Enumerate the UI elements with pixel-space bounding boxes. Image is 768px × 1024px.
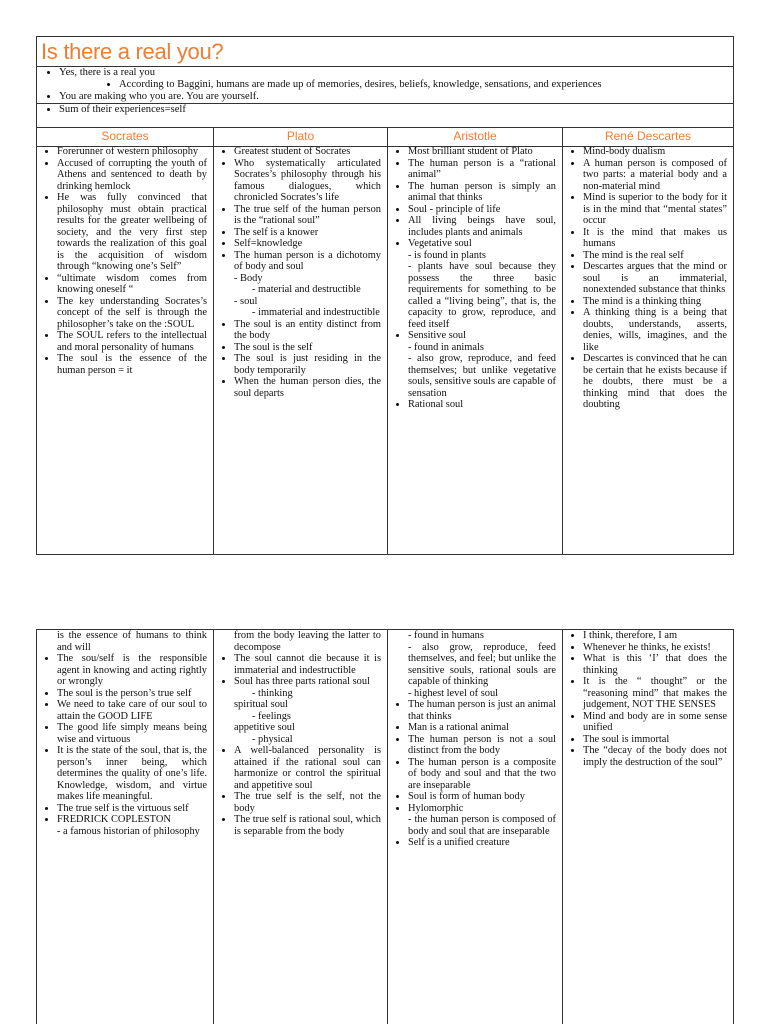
table-body <box>37 146 733 554</box>
list-item: • Soul - principle of life <box>408 204 556 216</box>
intro-section <box>37 66 733 103</box>
page-title: Is there a real you? <box>41 39 224 64</box>
list-item: • Mind-body dualism <box>583 146 727 158</box>
list-subitem: - found in animals <box>408 341 484 353</box>
list-item: • The soul is the essence of the human person = it <box>57 353 207 376</box>
column-aristotle <box>387 630 562 1024</box>
column-plato <box>213 630 387 1024</box>
list-item: • It is the “ thought” or the “reasoning mind” that makes the judgement, NOT THE SENSES <box>583 676 727 711</box>
list-item: • Self is a unified creature <box>408 837 556 849</box>
header-aristotle: Aristotle <box>387 128 562 146</box>
list-item: • Greatest student of Socrates <box>234 146 381 158</box>
intro-subitem: • According to Baggini, humans are made up of memories, desires, beliefs, knowledge, sensations, and experiences <box>119 79 733 91</box>
list-subitem: - feelings <box>252 710 291 722</box>
table-header <box>37 127 733 147</box>
list-item: • We need to take care of our soul to attain the GOOD LIFE <box>57 699 207 722</box>
list-item: • The true self is the self, not the body <box>234 791 381 814</box>
list-item: • The soul is an entity distinct from the body <box>234 319 381 342</box>
list-item: • The “decay of the body does not imply the destruction of the soul” <box>583 745 727 768</box>
list-item: • Who systematically articulated Socrates’s philosophy through his famous dialogues, which chronicled Socrates’s life <box>234 158 381 204</box>
list-subitem: - Body <box>234 272 263 284</box>
list-item: • The human person is a “rational animal” <box>408 158 556 181</box>
header-descartes: René Descartes <box>562 128 733 146</box>
list-item: • Sensitive soul <box>408 330 556 342</box>
list-item: • Man is a rational animal <box>408 722 556 734</box>
list-item: • Forerunner of western philosophy <box>57 146 207 158</box>
list-subitem: - soul <box>234 295 258 307</box>
list-item: • It is the mind that makes us humans <box>583 227 727 250</box>
list-item: • The sou/self is the responsible agent in knowing and acting rightly or wrongly <box>57 653 207 688</box>
list-item: • A well-balanced personality is attained if the rational soul can harmonize or control the spiritual and appetitive soul <box>234 745 381 791</box>
list-item: • Soul is form of human body <box>408 791 556 803</box>
list-item: • The SOUL refers to the intellectual and moral personality of humans <box>57 330 207 353</box>
list-subitem: - physical <box>252 733 293 745</box>
list-item: • Rational soul <box>408 399 556 411</box>
list-item: • The soul is the self <box>234 342 381 354</box>
list-item: • A thinking thing is a being that doubts, understands, asserts, denies, wills, imagines, and the like <box>583 307 727 353</box>
document-page-2 <box>36 629 734 1024</box>
list-item: • The self is a knower <box>234 227 381 239</box>
list-item: • Self=knowledge <box>234 238 381 250</box>
list-subitem: - material and destructible <box>252 284 361 295</box>
list-subitem: - a famous historian of philosophy <box>57 825 200 837</box>
list-item: • The mind is a thinking thing <box>583 296 727 308</box>
list-subitem: - immaterial and indestructible <box>252 307 380 318</box>
list-item: • Whenever he thinks, he exists! <box>583 642 727 654</box>
list-item: • The true self is the virtuous self <box>57 803 207 815</box>
header-socrates: Socrates <box>101 129 149 143</box>
list-item: • When the human person dies, the soul departs <box>234 376 381 399</box>
list-item: • Hylomorphic <box>408 803 556 815</box>
intro-item <box>59 67 733 91</box>
list-subitem: - highest level of soul <box>408 687 499 699</box>
list-item: • The true self of the human person is the “rational soul” <box>234 204 381 227</box>
list-item: • The soul cannot die because it is immaterial and indestructible <box>234 653 381 676</box>
intro-text: Yes, there is a real you <box>59 67 156 78</box>
list-subitem: - also grow, reproduce, and feed themselves; but unlike vegetative souls, sensitive souls are capable of sensation <box>408 353 556 399</box>
list-item: • The human person is not a soul distinct from the body <box>408 734 556 757</box>
column-plato <box>213 146 387 554</box>
list-item: • All living beings have soul, includes plants and animals <box>408 215 556 238</box>
list-subitem: - found in humans <box>408 630 484 641</box>
intro-item: • You are making who you are. You are yourself. <box>59 91 733 103</box>
list-item: • Mind is superior to the body for it is in the mind that “mental states” occur <box>583 192 727 227</box>
list-item: • “ultimate wisdom comes from knowing oneself “ <box>57 273 207 296</box>
list-item: • The good life simply means being wise and virtuous <box>57 722 207 745</box>
intro-item: • Sum of their experiences=self <box>59 104 733 116</box>
list-item: • The human person is a dichotomy of body and soul <box>234 250 381 273</box>
list-item: • The soul is the person’s true self <box>57 688 207 700</box>
list-subitem: - plants have soul because they possess the three basic requirements for something to be called a “living being”, that is, the capacity to grow, reproduce, and feed itself <box>408 261 556 330</box>
list-subitem: - the human person is composed of body and soul that are inseparable <box>408 814 556 837</box>
document-page-1 <box>36 36 734 555</box>
list-item: • The human person is just an animal that thinks <box>408 699 556 722</box>
list-item: • Vegetative soul <box>408 238 556 250</box>
list-item: • A human person is composed of two parts: a material body and a non-material mind <box>583 158 727 193</box>
header-plato: Plato <box>213 128 387 146</box>
list-item: • The human person is a composite of body and soul and that the two are inseparable <box>408 757 556 792</box>
list-item: • It is the state of the soul, that is, the person’s inner being, which determines the quality of one’s life. Knowledge, wisdom, and virtue makes life meaningful. <box>57 745 207 803</box>
list-item: • The human person is simply an animal that thinks <box>408 181 556 204</box>
list-item: • The soul is immortal <box>583 734 727 746</box>
intro-row <box>37 103 733 116</box>
list-item: • He was fully convinced that philosophy must obtain practical results for the greater wellbeing of society, and the very first step towards the realization of this goal is the acquisition of wisdom through “knowing one’s Self” <box>57 192 207 273</box>
list-item: • The key understanding Socrates’s concept of the self is through the philosopher’s take on the :SOUL <box>57 296 207 331</box>
list-item: • Accused of corrupting the youth of Athens and sentenced to death by drinking hemlock <box>57 158 207 193</box>
list-subitem: - is found in plants <box>408 249 486 261</box>
list-item-continued: from the body leaving the latter to decompose <box>234 630 381 653</box>
column-descartes <box>562 630 733 1024</box>
list-item: • The true self is rational soul, which is separable from the body <box>234 814 381 837</box>
list-item: • Soul has three parts rational soul <box>234 676 381 688</box>
list-item: • The mind is the real self <box>583 250 727 262</box>
list-item-continued: is the essence of humans to think and will <box>57 630 207 653</box>
column-aristotle <box>387 146 562 554</box>
list-subitem: - thinking <box>252 687 293 699</box>
list-subitem: spiritual soul <box>234 699 288 710</box>
table-body <box>37 630 733 1024</box>
column-socrates <box>37 630 213 1024</box>
column-socrates <box>37 146 213 554</box>
list-item: • Descartes argues that the mind or soul is an immaterial, nonextended substance that thinks <box>583 261 727 296</box>
list-item: • What is this ‘I’ that does the thinking <box>583 653 727 676</box>
list-item: • Descartes is convinced that he can be certain that he exists because if he doubts, there must be a thinking mind that does the doubting <box>583 353 727 411</box>
list-subitem: appetitive soul <box>234 722 295 733</box>
list-item: • The soul is just residing in the body temporarily <box>234 353 381 376</box>
list-subitem: - also grow, reproduce, feed themselves, and feel; but unlike the sensitive souls, rational souls are capable of thinking <box>408 641 556 687</box>
column-descartes <box>562 146 733 554</box>
list-item: • Mind and body are in some sense unified <box>583 711 727 734</box>
list-item: • FREDRICK COPLESTON <box>57 814 207 826</box>
list-item: • Most brilliant student of Plato <box>408 146 556 158</box>
list-item: • I think, therefore, I am <box>583 630 727 642</box>
